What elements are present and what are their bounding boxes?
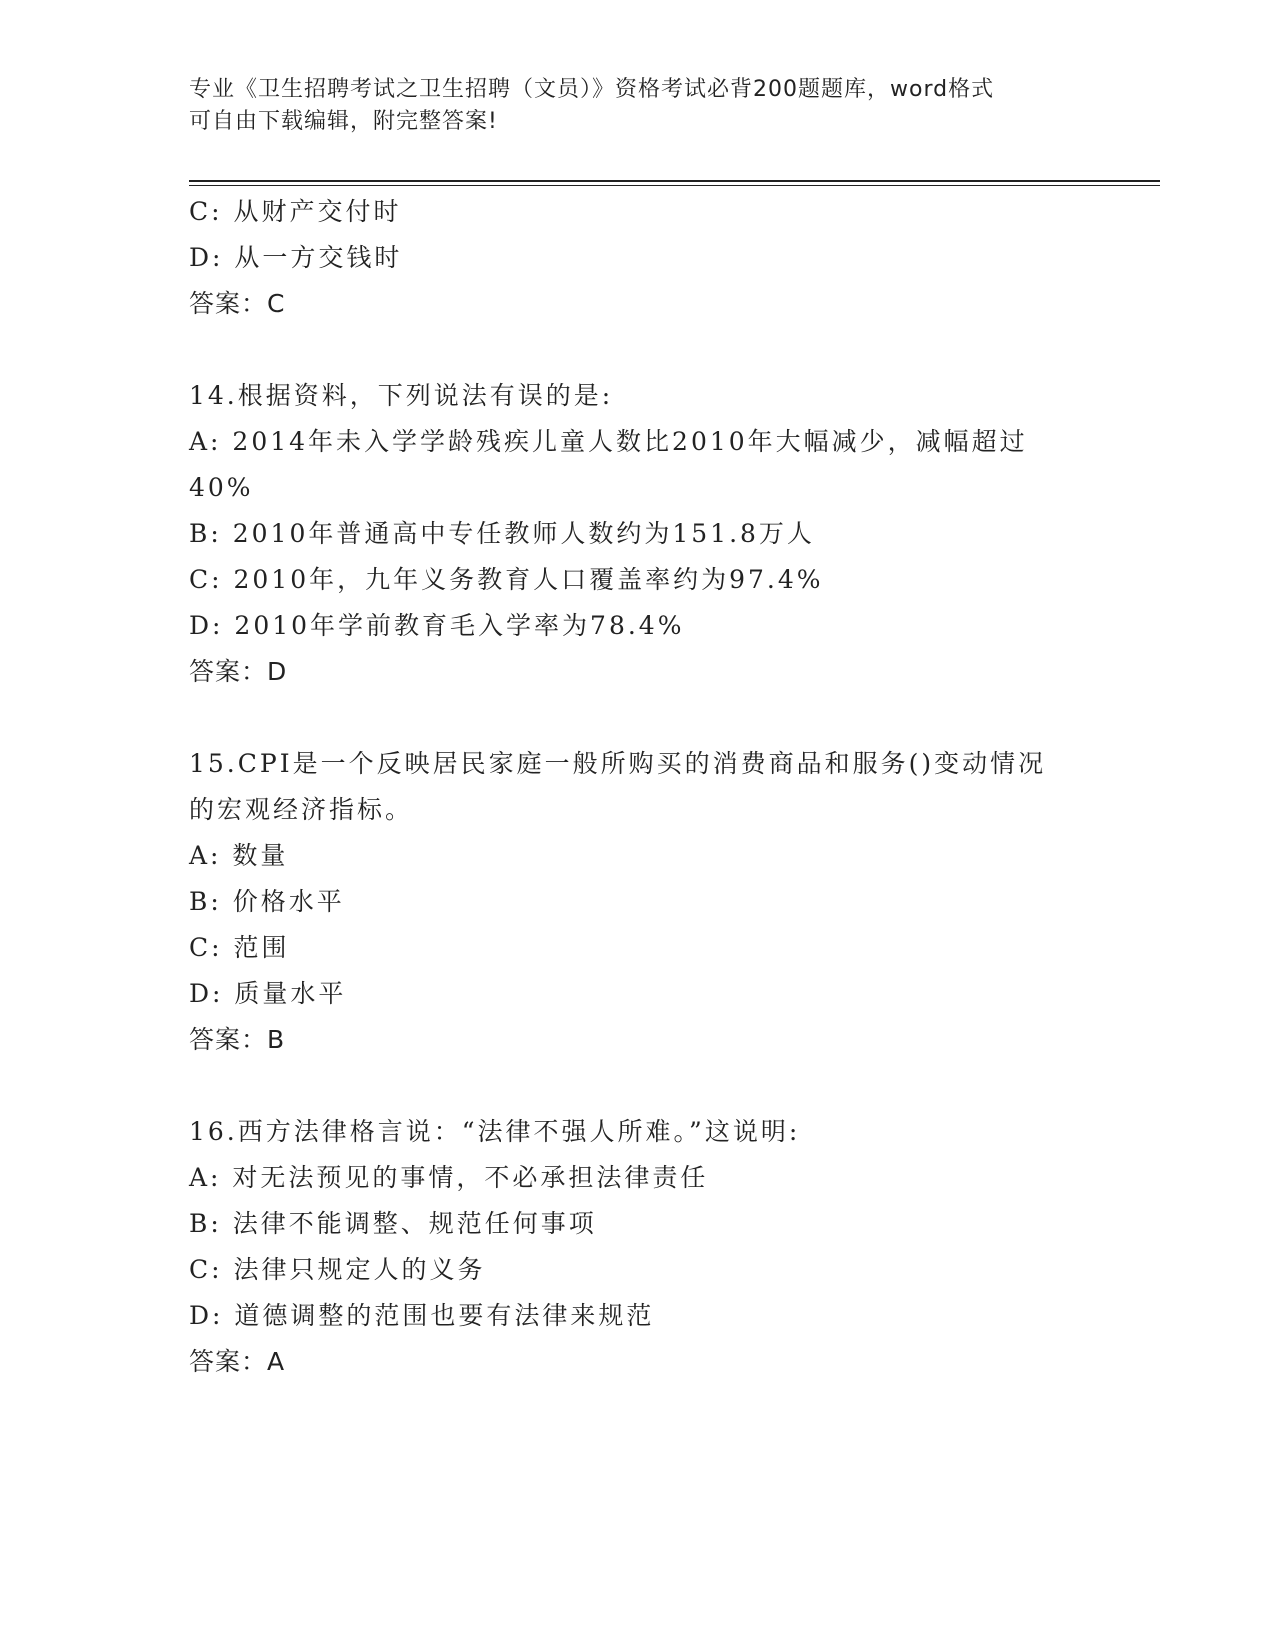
question-14: [189, 373, 1089, 695]
answer: 答案：B: [189, 1025, 286, 1054]
option-c: C: 法律只规定人的义务: [189, 1255, 486, 1284]
option-a-line-1: A: 2014年未入学学龄残疾儿童人数比2010年大幅减少，减幅超过: [189, 427, 1028, 456]
header-rule-thick: [189, 180, 1160, 182]
option-c: C: 范围: [189, 933, 290, 962]
option-c: C: 2010年，九年义务教育人口覆盖率约为97.4%: [189, 565, 824, 594]
question-list: [189, 189, 1089, 1385]
answer: 答案：C: [189, 289, 286, 318]
question-15: [189, 741, 1089, 1063]
question-16: [189, 1109, 1089, 1385]
option-d: D: 道德调整的范围也要有法律来规范: [189, 1301, 655, 1330]
header-title-line-1: 专业《卫生招聘考试之卫生招聘（文员）》资格考试必背200题题库，word格式: [189, 77, 995, 102]
option-c: C: 从财产交付时: [189, 197, 402, 226]
question-stem: 14.根据资料，下列说法有误的是:: [189, 381, 614, 410]
option-d: D: 从一方交钱时: [189, 243, 403, 272]
question-stem: 16.西方法律格言说：“法律不强人所难。”这说明:: [189, 1117, 801, 1146]
question-stem-line-1: 15.CPI是一个反映居民家庭一般所购买的消费商品和服务()变动情况: [189, 749, 1047, 778]
option-d: D: 2010年学前教育毛入学率为78.4%: [189, 611, 685, 640]
option-a-line-2: 40%: [189, 473, 254, 502]
option-a: A: 数量: [189, 841, 289, 870]
option-b: B: 2010年普通高中专任教师人数约为151.8万人: [189, 519, 815, 548]
option-b: B: 法律不能调整、规范任何事项: [189, 1209, 597, 1238]
header-rule-thin: [189, 185, 1160, 186]
option-d: D: 质量水平: [189, 979, 347, 1008]
answer: 答案：A: [189, 1347, 286, 1376]
question-13-continued: [189, 189, 1089, 327]
answer: 答案：D: [189, 657, 288, 686]
header-title-line-2: 可自由下载编辑，附完整答案!: [189, 109, 498, 134]
question-stem-line-2: 的宏观经济指标。: [189, 795, 414, 824]
document-header: [189, 74, 1069, 138]
option-b: B: 价格水平: [189, 887, 345, 916]
option-a: A: 对无法预见的事情，不必承担法律责任: [189, 1163, 709, 1192]
